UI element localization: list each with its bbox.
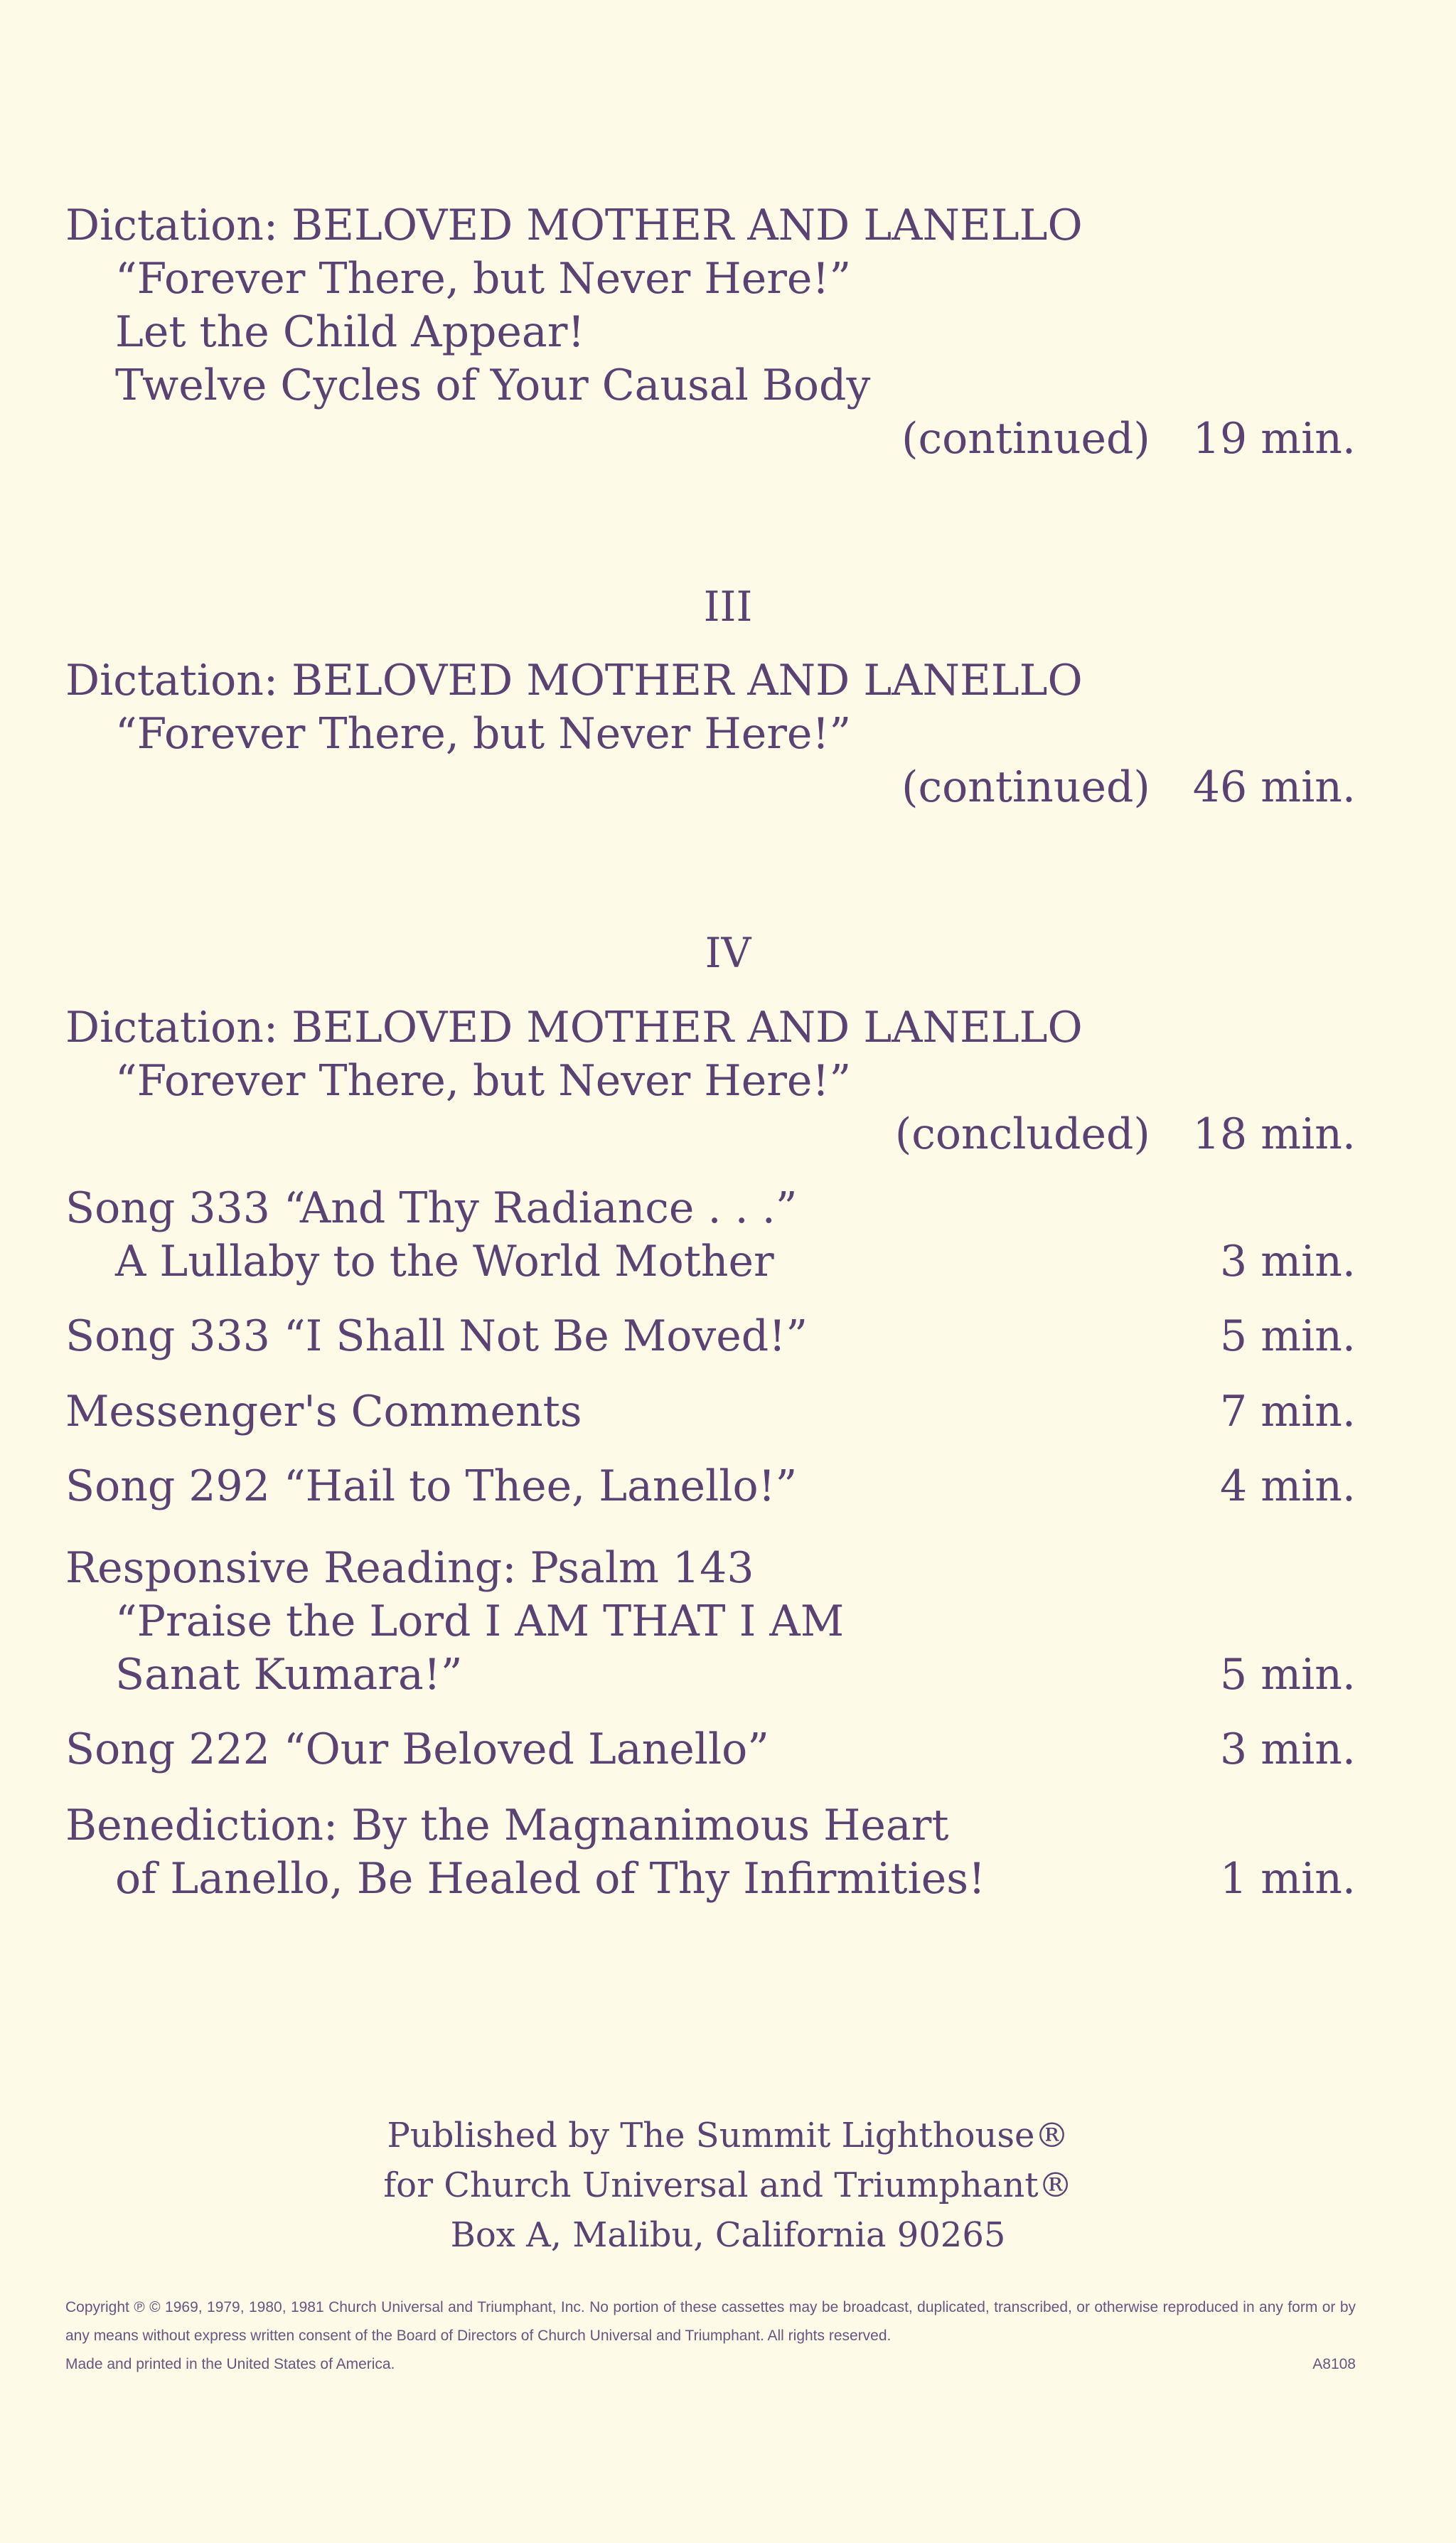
publisher-block <box>0 2111 1456 2260</box>
item-row <box>65 1460 1356 1513</box>
publisher-line: for Church Universal and Triumphant® <box>383 2165 1073 2205</box>
dictation-duration: 18 min. <box>1192 1109 1356 1159</box>
item-subtitle: Sanat Kumara!” <box>115 1650 463 1700</box>
item-duration: 1 min. <box>1219 1854 1356 1904</box>
item-row <box>65 1235 1356 1289</box>
section-iii <box>65 654 1356 814</box>
item-duration: 5 min. <box>1219 1311 1356 1361</box>
dictation-duration: 19 min. <box>1192 414 1356 464</box>
item-title: Responsive Reading: Psalm 143 <box>65 1543 754 1593</box>
dictation-heading: Dictation: BELOVED MOTHER AND LANELLO <box>65 1003 1083 1052</box>
item-duration: 5 min. <box>1219 1650 1356 1700</box>
section-numeral-iii: III <box>703 582 753 631</box>
section-numeral-iv: IV <box>705 929 751 977</box>
dictation-subtitle: Twelve Cycles of Your Causal Body <box>115 361 871 410</box>
item-row <box>65 1852 1356 1906</box>
item-duration: 3 min. <box>1219 1237 1356 1286</box>
made-in-usa: Made and printed in the United States of America. <box>65 2356 395 2372</box>
item-row <box>65 1385 1356 1439</box>
item-title: Song 333 “I Shall Not Be Moved!” <box>65 1311 808 1361</box>
copyright-text: Copyright ℗ © 1969, 1979, 1980, 1981 Church Universal and Triumphant, Inc. No portion of these cassettes may be broadcast, duplicated, transcribed, or otherwise reproduced in any form or by any means without express written consent of the Board of Directors of Church Universal and Triumphant. All rights reserved. <box>65 2299 1356 2344</box>
song-333-not-moved <box>65 1310 1356 1363</box>
dictation-duration-row <box>65 761 1356 814</box>
item-subtitle: “Praise the Lord I AM THAT I AM <box>115 1596 845 1646</box>
item-row <box>65 1723 1356 1776</box>
dictation-title: “Forever There, but Never Here!” <box>115 254 852 304</box>
catalog-code: A8108 <box>1312 2356 1356 2372</box>
item-row <box>65 1310 1356 1363</box>
item-duration: 4 min. <box>1219 1461 1356 1511</box>
messengers-comments <box>65 1385 1356 1439</box>
section-ii <box>65 199 1356 466</box>
item-subtitle: of Lanello, Be Healed of Thy Infirmities! <box>115 1854 986 1904</box>
dictation-duration-row <box>65 412 1356 466</box>
item-title: Song 333 “And Thy Radiance . . .” <box>65 1183 798 1233</box>
item-duration: 3 min. <box>1219 1724 1356 1774</box>
dictation-duration-row <box>65 1108 1356 1161</box>
copyright-footer <box>65 2350 1356 2379</box>
item-duration: 7 min. <box>1219 1387 1356 1436</box>
section-iv <box>65 1001 1356 1161</box>
dictation-status: (continued) <box>901 414 1150 464</box>
song-292 <box>65 1460 1356 1513</box>
item-title: Messenger's Comments <box>65 1387 582 1436</box>
dictation-title: “Forever There, but Never Here!” <box>115 1056 852 1106</box>
dictation-status: (continued) <box>901 762 1150 812</box>
dictation-duration: 46 min. <box>1192 762 1356 812</box>
dictation-subtitle: Let the Child Appear! <box>115 307 585 357</box>
dictation-status: (concluded) <box>894 1109 1150 1159</box>
dictation-title: “Forever There, but Never Here!” <box>115 709 852 759</box>
item-subtitle: A Lullaby to the World Mother <box>115 1237 774 1286</box>
item-row <box>65 1648 1356 1702</box>
song-222 <box>65 1723 1356 1776</box>
publisher-address: Box A, Malibu, California 90265 <box>450 2215 1006 2255</box>
dictation-heading: Dictation: BELOVED MOTHER AND LANELLO <box>65 201 1083 250</box>
benediction <box>65 1799 1356 1906</box>
responsive-reading <box>65 1542 1356 1702</box>
item-title: Benediction: By the Magnanimous Heart <box>65 1801 949 1850</box>
song-333-radiance <box>65 1182 1356 1289</box>
publisher-line: Published by The Summit Lighthouse® <box>387 2116 1069 2155</box>
item-title: Song 222 “Our Beloved Lanello” <box>65 1724 769 1774</box>
copyright-notice <box>65 2293 1356 2379</box>
dictation-heading: Dictation: BELOVED MOTHER AND LANELLO <box>65 656 1083 705</box>
item-title: Song 292 “Hail to Thee, Lanello!” <box>65 1461 798 1511</box>
